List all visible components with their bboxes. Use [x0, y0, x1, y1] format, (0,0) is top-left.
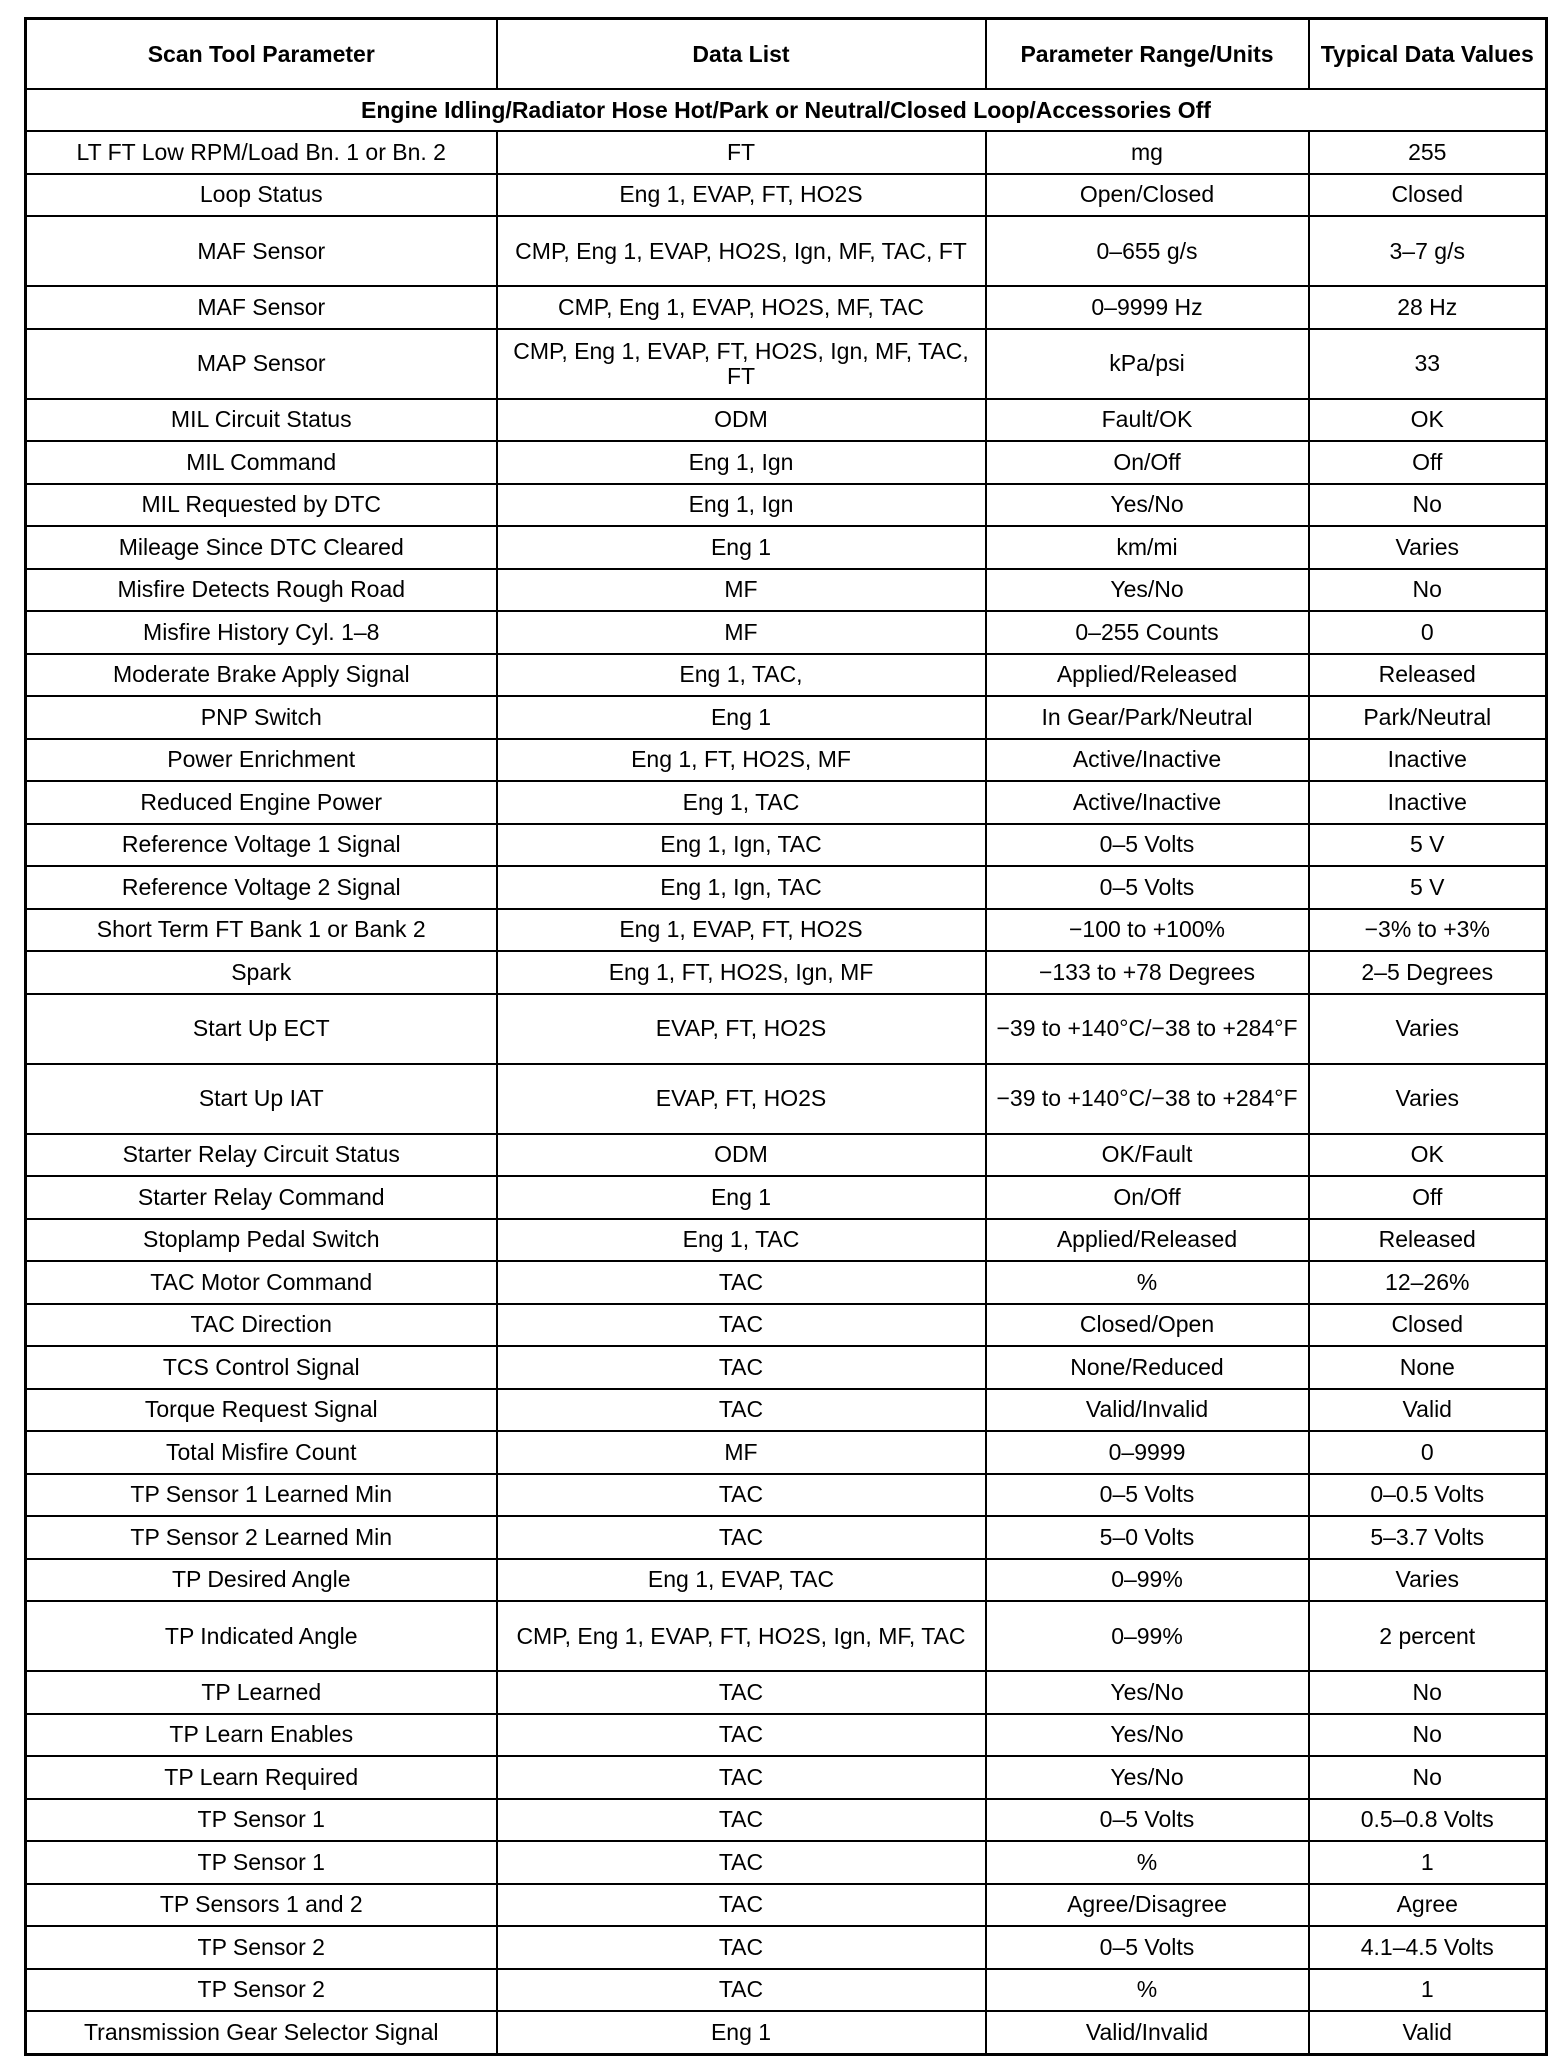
cell-parameter: Reduced Engine Power [26, 781, 497, 824]
cell-typical-value: 5 V [1309, 824, 1547, 867]
condition-row [26, 89, 1547, 131]
cell-range-units: Yes/No [986, 1671, 1309, 1714]
cell-typical-value: No [1309, 1714, 1547, 1757]
cell-typical-value: 0 [1309, 1431, 1547, 1474]
cell-typical-value: Inactive [1309, 739, 1547, 782]
cell-typical-value: Agree [1309, 1884, 1547, 1927]
cell-data-list: TAC [497, 1841, 986, 1884]
cell-range-units: Yes/No [986, 569, 1309, 612]
header-typical-data-values: Typical Data Values [1309, 19, 1547, 90]
cell-typical-value: Off [1309, 1176, 1547, 1219]
cell-range-units: 0–5 Volts [986, 1474, 1309, 1517]
cell-parameter: TP Desired Angle [26, 1559, 497, 1602]
cell-data-list: ODM [497, 1134, 986, 1177]
cell-data-list: TAC [497, 1261, 986, 1304]
table-row [26, 484, 1547, 527]
cell-data-list: Eng 1, FT, HO2S, Ign, MF [497, 951, 986, 994]
header-data-list: Data List [497, 19, 986, 90]
cell-typical-value: Varies [1309, 1064, 1547, 1134]
cell-range-units: Applied/Released [986, 1219, 1309, 1262]
cell-parameter: MIL Command [26, 441, 497, 484]
cell-typical-value: 5–3.7 Volts [1309, 1516, 1547, 1559]
table-row [26, 611, 1547, 654]
cell-data-list: Eng 1 [497, 2011, 986, 2054]
cell-data-list: Eng 1, TAC, [497, 654, 986, 697]
cell-range-units: On/Off [986, 441, 1309, 484]
cell-typical-value: No [1309, 569, 1547, 612]
cell-parameter: TP Sensors 1 and 2 [26, 1884, 497, 1927]
cell-typical-value: Released [1309, 654, 1547, 697]
cell-data-list: TAC [497, 1884, 986, 1927]
cell-data-list: Eng 1, Ign, TAC [497, 824, 986, 867]
cell-typical-value: 28 Hz [1309, 286, 1547, 329]
table-row [26, 1134, 1547, 1177]
table-row [26, 1474, 1547, 1517]
cell-parameter: Total Misfire Count [26, 1431, 497, 1474]
table-row [26, 781, 1547, 824]
cell-parameter: Starter Relay Circuit Status [26, 1134, 497, 1177]
table-row [26, 1261, 1547, 1304]
table-row [26, 824, 1547, 867]
cell-data-list: FT [497, 131, 986, 174]
table-row [26, 866, 1547, 909]
table-row [26, 1799, 1547, 1842]
cell-typical-value: 5 V [1309, 866, 1547, 909]
cell-range-units: km/mi [986, 526, 1309, 569]
cell-data-list: Eng 1, TAC [497, 781, 986, 824]
cell-range-units: −39 to +140°C/−38 to +284°F [986, 1064, 1309, 1134]
table-row [26, 1219, 1547, 1262]
table-row [26, 1601, 1547, 1671]
cell-parameter: TP Sensor 2 Learned Min [26, 1516, 497, 1559]
cell-parameter: MIL Requested by DTC [26, 484, 497, 527]
table-row [26, 441, 1547, 484]
cell-parameter: Misfire Detects Rough Road [26, 569, 497, 612]
cell-typical-value: 0.5–0.8 Volts [1309, 1799, 1547, 1842]
cell-parameter: Start Up IAT [26, 1064, 497, 1134]
cell-range-units: −100 to +100% [986, 909, 1309, 952]
table-row [26, 1714, 1547, 1757]
cell-range-units: Valid/Invalid [986, 2011, 1309, 2054]
cell-typical-value: Off [1309, 441, 1547, 484]
cell-range-units: mg [986, 131, 1309, 174]
cell-range-units: kPa/psi [986, 329, 1309, 399]
cell-data-list: Eng 1, EVAP, FT, HO2S [497, 174, 986, 217]
cell-typical-value: 0–0.5 Volts [1309, 1474, 1547, 1517]
cell-data-list: Eng 1, EVAP, TAC [497, 1559, 986, 1602]
table-row [26, 2011, 1547, 2054]
table-row [26, 951, 1547, 994]
cell-parameter: Loop Status [26, 174, 497, 217]
cell-data-list: Eng 1 [497, 1176, 986, 1219]
cell-parameter: TAC Motor Command [26, 1261, 497, 1304]
header-scan-tool-parameter: Scan Tool Parameter [26, 19, 497, 90]
cell-range-units: 0–255 Counts [986, 611, 1309, 654]
cell-range-units: 5–0 Volts [986, 1516, 1309, 1559]
cell-typical-value: 12–26% [1309, 1261, 1547, 1304]
cell-parameter: MIL Circuit Status [26, 399, 497, 442]
cell-data-list: TAC [497, 1671, 986, 1714]
cell-parameter: Reference Voltage 1 Signal [26, 824, 497, 867]
cell-range-units: −133 to +78 Degrees [986, 951, 1309, 994]
table-row [26, 1671, 1547, 1714]
cell-typical-value: Valid [1309, 2011, 1547, 2054]
table-row [26, 909, 1547, 952]
cell-typical-value: None [1309, 1346, 1547, 1389]
cell-parameter: Transmission Gear Selector Signal [26, 2011, 497, 2054]
table-row [26, 1304, 1547, 1347]
cell-parameter: LT FT Low RPM/Load Bn. 1 or Bn. 2 [26, 131, 497, 174]
cell-typical-value: 255 [1309, 131, 1547, 174]
cell-range-units: Active/Inactive [986, 781, 1309, 824]
cell-parameter: TP Sensor 1 [26, 1841, 497, 1884]
cell-data-list: TAC [497, 1926, 986, 1969]
cell-typical-value: No [1309, 1756, 1547, 1799]
cell-parameter: Torque Request Signal [26, 1389, 497, 1432]
cell-typical-value: 4.1–4.5 Volts [1309, 1926, 1547, 1969]
cell-parameter: TP Learn Required [26, 1756, 497, 1799]
table-row [26, 1389, 1547, 1432]
table-row [26, 399, 1547, 442]
cell-data-list: CMP, Eng 1, EVAP, HO2S, Ign, MF, TAC, FT [497, 216, 986, 286]
cell-range-units: % [986, 1261, 1309, 1304]
table-row [26, 216, 1547, 286]
cell-data-list: TAC [497, 1346, 986, 1389]
cell-parameter: PNP Switch [26, 696, 497, 739]
cell-typical-value: Varies [1309, 1559, 1547, 1602]
table-row [26, 994, 1547, 1064]
cell-parameter: TCS Control Signal [26, 1346, 497, 1389]
cell-typical-value: Closed [1309, 1304, 1547, 1347]
cell-range-units: % [986, 1841, 1309, 1884]
table-row [26, 1064, 1547, 1134]
cell-typical-value: 33 [1309, 329, 1547, 399]
cell-parameter: Misfire History Cyl. 1–8 [26, 611, 497, 654]
cell-range-units: 0–9999 [986, 1431, 1309, 1474]
cell-typical-value: 0 [1309, 611, 1547, 654]
table-row [26, 131, 1547, 174]
cell-range-units: 0–5 Volts [986, 866, 1309, 909]
cell-data-list: TAC [497, 1474, 986, 1517]
table-header [26, 19, 1547, 90]
cell-typical-value: Valid [1309, 1389, 1547, 1432]
cell-data-list: CMP, Eng 1, EVAP, HO2S, MF, TAC [497, 286, 986, 329]
cell-typical-value: Closed [1309, 174, 1547, 217]
cell-range-units: Open/Closed [986, 174, 1309, 217]
cell-range-units: 0–5 Volts [986, 1799, 1309, 1842]
table-row [26, 1756, 1547, 1799]
cell-range-units: Yes/No [986, 1756, 1309, 1799]
cell-typical-value: 1 [1309, 1969, 1547, 2012]
cell-range-units: Yes/No [986, 1714, 1309, 1757]
table-row [26, 286, 1547, 329]
cell-parameter: TAC Direction [26, 1304, 497, 1347]
cell-typical-value: Released [1309, 1219, 1547, 1262]
cell-typical-value: 2 percent [1309, 1601, 1547, 1671]
cell-parameter: Mileage Since DTC Cleared [26, 526, 497, 569]
cell-range-units: 0–99% [986, 1559, 1309, 1602]
cell-typical-value: OK [1309, 399, 1547, 442]
cell-range-units: 0–99% [986, 1601, 1309, 1671]
cell-range-units: Yes/No [986, 484, 1309, 527]
cell-data-list: CMP, Eng 1, EVAP, FT, HO2S, Ign, MF, TAC [497, 1601, 986, 1671]
cell-typical-value: −3% to +3% [1309, 909, 1547, 952]
cell-range-units: 0–9999 Hz [986, 286, 1309, 329]
table-row [26, 1176, 1547, 1219]
cell-data-list: Eng 1, FT, HO2S, MF [497, 739, 986, 782]
cell-data-list: EVAP, FT, HO2S [497, 994, 986, 1064]
cell-data-list: TAC [497, 1516, 986, 1559]
cell-typical-value: Varies [1309, 526, 1547, 569]
cell-range-units: 0–655 g/s [986, 216, 1309, 286]
cell-data-list: ODM [497, 399, 986, 442]
cell-parameter: TP Sensor 2 [26, 1926, 497, 1969]
cell-data-list: Eng 1, EVAP, FT, HO2S [497, 909, 986, 952]
scan-tool-data-page [24, 17, 1545, 2056]
cell-range-units: Applied/Released [986, 654, 1309, 697]
table-row [26, 1431, 1547, 1474]
cell-typical-value: Inactive [1309, 781, 1547, 824]
cell-typical-value: No [1309, 1671, 1547, 1714]
cell-range-units: Closed/Open [986, 1304, 1309, 1347]
cell-range-units: On/Off [986, 1176, 1309, 1219]
cell-parameter: TP Learn Enables [26, 1714, 497, 1757]
cell-parameter: MAP Sensor [26, 329, 497, 399]
cell-range-units: Agree/Disagree [986, 1884, 1309, 1927]
cell-range-units: 0–5 Volts [986, 824, 1309, 867]
cell-parameter: TP Sensor 2 [26, 1969, 497, 2012]
cell-range-units: Fault/OK [986, 399, 1309, 442]
cell-parameter: Stoplamp Pedal Switch [26, 1219, 497, 1262]
cell-parameter: TP Indicated Angle [26, 1601, 497, 1671]
table-row [26, 526, 1547, 569]
cell-range-units: In Gear/Park/Neutral [986, 696, 1309, 739]
table-row [26, 1841, 1547, 1884]
cell-data-list: Eng 1 [497, 526, 986, 569]
table-row [26, 739, 1547, 782]
cell-range-units: None/Reduced [986, 1346, 1309, 1389]
table-row [26, 174, 1547, 217]
table-body [26, 89, 1547, 2054]
cell-data-list: Eng 1, Ign [497, 484, 986, 527]
cell-typical-value: OK [1309, 1134, 1547, 1177]
table-row [26, 1559, 1547, 1602]
cell-data-list: TAC [497, 1799, 986, 1842]
cell-data-list: MF [497, 1431, 986, 1474]
cell-typical-value: No [1309, 484, 1547, 527]
cell-data-list: MF [497, 611, 986, 654]
cell-range-units: OK/Fault [986, 1134, 1309, 1177]
cell-data-list: Eng 1, Ign, TAC [497, 866, 986, 909]
cell-range-units: % [986, 1969, 1309, 2012]
cell-data-list: TAC [497, 1714, 986, 1757]
cell-parameter: Short Term FT Bank 1 or Bank 2 [26, 909, 497, 952]
table-row [26, 696, 1547, 739]
cell-range-units: −39 to +140°C/−38 to +284°F [986, 994, 1309, 1064]
table-row [26, 1884, 1547, 1927]
cell-data-list: CMP, Eng 1, EVAP, FT, HO2S, Ign, MF, TAC, FT [497, 329, 986, 399]
cell-data-list: Eng 1, TAC [497, 1219, 986, 1262]
cell-typical-value: Park/Neutral [1309, 696, 1547, 739]
cell-data-list: Eng 1 [497, 696, 986, 739]
cell-parameter: MAF Sensor [26, 286, 497, 329]
cell-parameter: MAF Sensor [26, 216, 497, 286]
cell-data-list: Eng 1, Ign [497, 441, 986, 484]
scan-tool-data-table [24, 17, 1548, 2056]
cell-parameter: Moderate Brake Apply Signal [26, 654, 497, 697]
cell-typical-value: 3–7 g/s [1309, 216, 1547, 286]
operating-condition: Engine Idling/Radiator Hose Hot/Park or Neutral/Closed Loop/Accessories Off [26, 89, 1547, 131]
cell-typical-value: Varies [1309, 994, 1547, 1064]
cell-data-list: MF [497, 569, 986, 612]
cell-parameter: Reference Voltage 2 Signal [26, 866, 497, 909]
cell-data-list: TAC [497, 1969, 986, 2012]
cell-data-list: TAC [497, 1756, 986, 1799]
cell-parameter: Power Enrichment [26, 739, 497, 782]
cell-typical-value: 1 [1309, 1841, 1547, 1884]
table-row [26, 1346, 1547, 1389]
cell-parameter: Starter Relay Command [26, 1176, 497, 1219]
cell-data-list: TAC [497, 1304, 986, 1347]
table-row [26, 654, 1547, 697]
cell-range-units: 0–5 Volts [986, 1926, 1309, 1969]
cell-data-list: EVAP, FT, HO2S [497, 1064, 986, 1134]
table-row [26, 569, 1547, 612]
cell-parameter: TP Sensor 1 [26, 1799, 497, 1842]
cell-parameter: TP Learned [26, 1671, 497, 1714]
header-parameter-range-units: Parameter Range/Units [986, 19, 1309, 90]
table-row [26, 1516, 1547, 1559]
cell-range-units: Valid/Invalid [986, 1389, 1309, 1432]
cell-typical-value: 2–5 Degrees [1309, 951, 1547, 994]
cell-range-units: Active/Inactive [986, 739, 1309, 782]
table-row [26, 1926, 1547, 1969]
cell-parameter: Start Up ECT [26, 994, 497, 1064]
cell-parameter: TP Sensor 1 Learned Min [26, 1474, 497, 1517]
cell-data-list: TAC [497, 1389, 986, 1432]
table-row [26, 329, 1547, 399]
table-row [26, 1969, 1547, 2012]
header-row [26, 19, 1547, 90]
cell-parameter: Spark [26, 951, 497, 994]
